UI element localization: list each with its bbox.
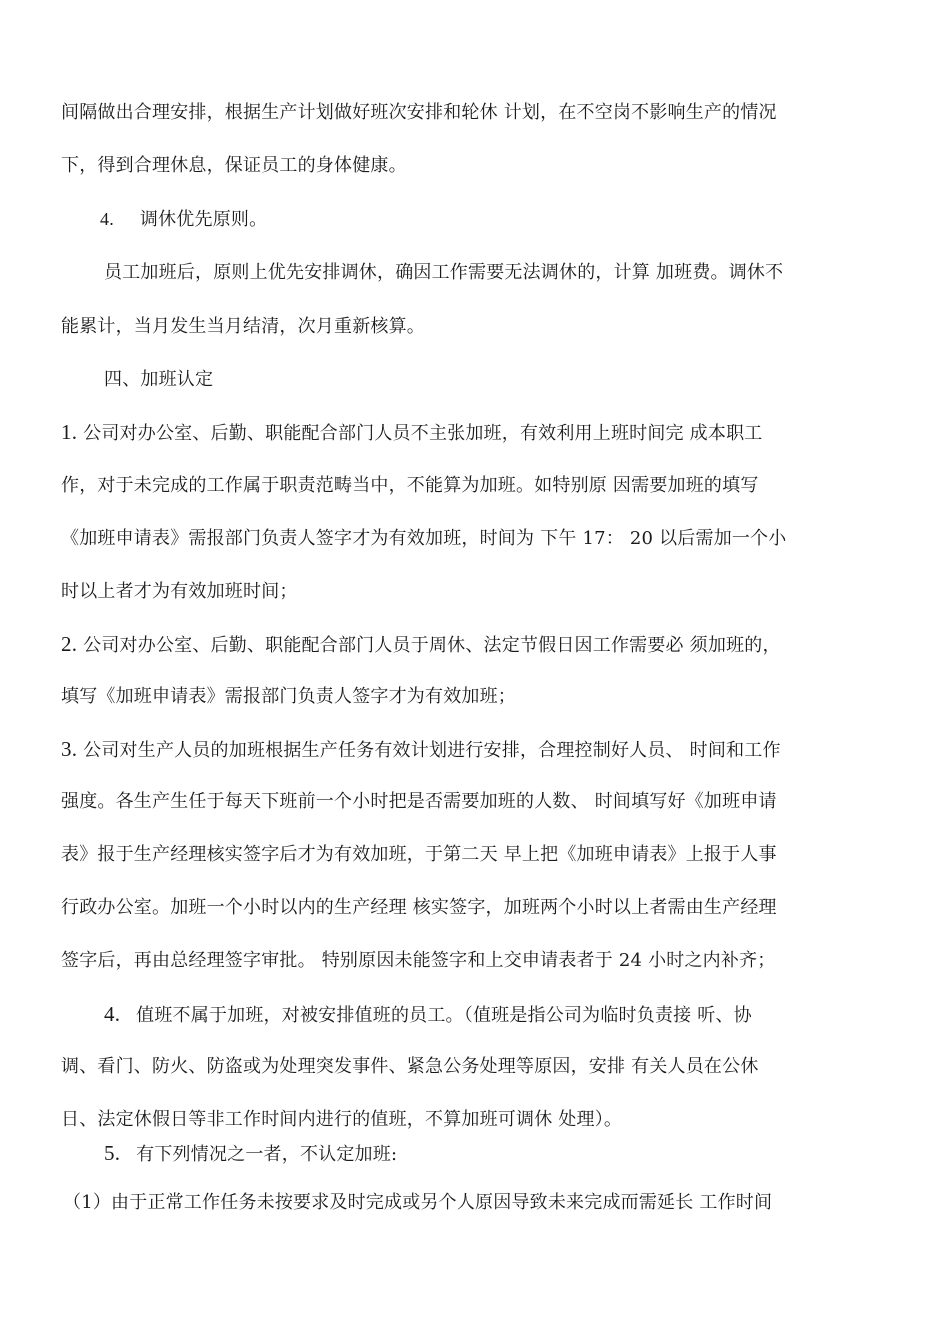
list-number: 3.	[61, 737, 78, 761]
text-line: 签字后，再由总经理签字审批。 特别原因未能签字和上交申请表者于 24 小时之内补齐；	[61, 950, 776, 971]
text-line: 填写《加班申请表》需报部门负责人签字才为有效加班；	[61, 686, 516, 707]
list-text: 公司对生产人员的加班根据生产任务有效计划进行安排，合理控制好人员、 时间和工作	[83, 740, 781, 761]
text-line: 能累计，当月发生当月结清，次月重新核算。	[61, 316, 425, 337]
list-text: 有下列情况之一者，不认定加班:	[136, 1144, 398, 1165]
text-line: 强度。各生产生任于每天下班前一个小时把是否需要加班的人数、 时间填写好《加班申请	[61, 791, 777, 812]
list-item	[61, 737, 781, 763]
list-number: 1.	[61, 420, 78, 444]
list-number: 2.	[61, 632, 78, 656]
list-text: 调休优先原则。	[139, 209, 268, 230]
list-item	[104, 1002, 752, 1028]
text-line: 员工加班后，原则上优先安排调休，确因工作需要无法调休的，计算 加班费。调休不	[104, 262, 784, 283]
list-item	[100, 207, 267, 232]
text-line: （1）由于正常工作任务未按要求及时完成或另个人原因导致未来完成而需延长 工作时间	[63, 1192, 773, 1213]
text-line: 间隔做出合理安排，根据生产计划做好班次安排和轮休 计划，在不空岗不影响生产的情况	[61, 102, 777, 123]
text-line: 日、法定休假日等非工作时间内进行的值班，不算加班可调休 处理）。	[61, 1109, 623, 1130]
list-item	[104, 1141, 397, 1167]
list-text: 公司对办公室、后勤、职能配合部门人员不主张加班，有效利用上班时间完 成本职工	[83, 423, 763, 444]
text-line: 下，得到合理休息，保证员工的身体健康。	[61, 155, 407, 176]
text-line: 时以上者才为有效加班时间；	[61, 581, 298, 602]
section-heading: 四、加班认定	[104, 369, 214, 390]
list-item	[61, 632, 781, 658]
list-text: 值班不属于加班，对被安排值班的员工。（值班是指公司为临时负责接 听、协	[136, 1005, 752, 1026]
text-line: 《加班申请表》需报部门负责人签字才为有效加班，时间为 下午 17： 20 以后需加一个小	[61, 528, 787, 549]
list-number: 4.	[100, 209, 114, 229]
list-text: 公司对办公室、后勤、职能配合部门人员于周休、法定节假日因工作需要必 须加班的，	[83, 635, 781, 656]
text-line: 作，对于未完成的工作属于职责范畴当中，不能算为加班。如特别原 因需要加班的填写	[61, 475, 759, 496]
list-number: 4.	[104, 1002, 121, 1026]
text-line: 行政办公室。加班一个小时以内的生产经理 核实签字，加班两个小时以上者需由生产经理	[61, 897, 777, 918]
list-item	[61, 420, 762, 446]
text-line: 表》报于生产经理核实签字后才为有效加班，于第二天 早上把《加班申请表》上报于人事	[61, 844, 777, 865]
list-number: 5.	[104, 1141, 121, 1165]
text-line: 调、看门、防火、防盗或为处理突发事件、紧急公务处理等原因，安排 有关人员在公休	[61, 1056, 759, 1077]
